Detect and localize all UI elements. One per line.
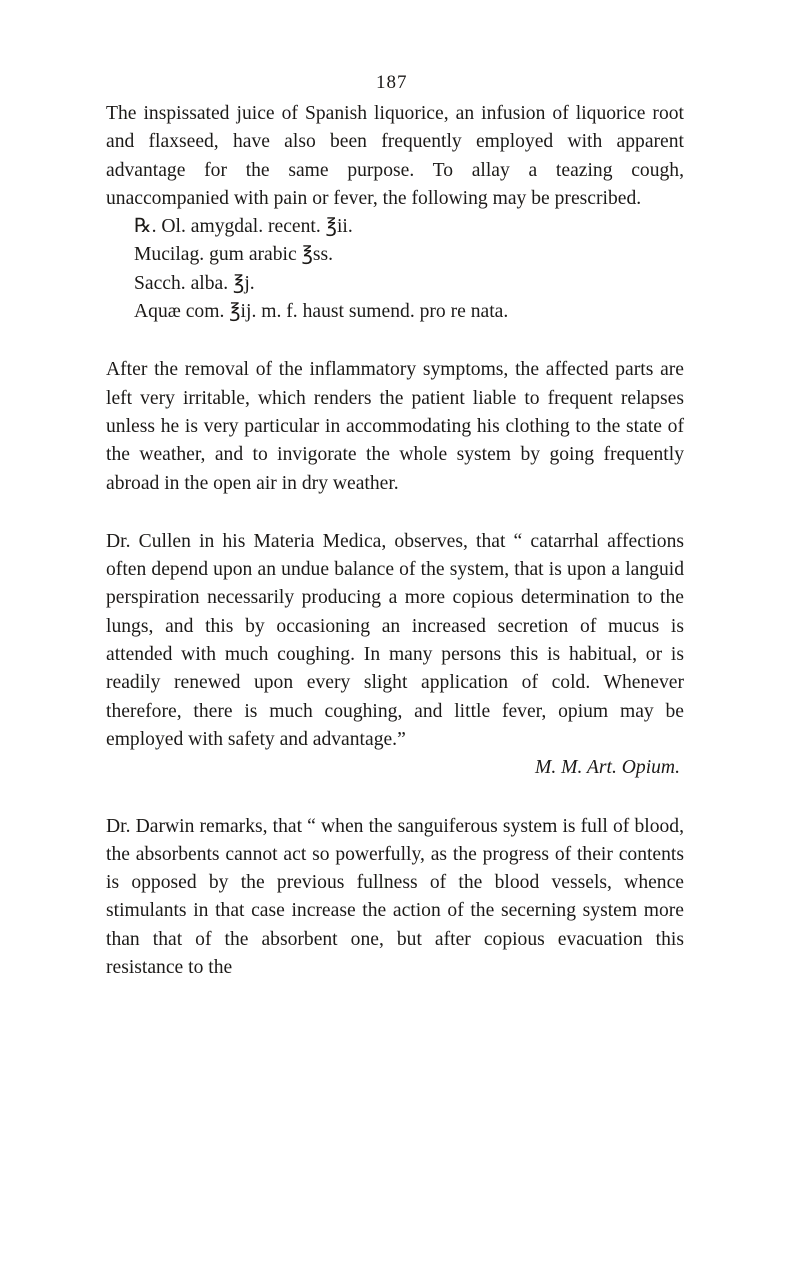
paragraph-liquorice: The inspissated juice of Spanish liquorice, an infusion of liquorice root and flaxseed, have also been frequently employed with apparent advantage for the same purpose. To allay a teazing cough, unaccompanied with pain or fever, the following may be prescribed. <box>106 103 684 209</box>
prescription <box>106 213 684 326</box>
paragraph-cullen-quote: Dr. Cullen in his Materia Medica, observes, that “ catarrhal affections often depend upon an undue balance of the system, that is upon a languid perspiration necessarily producing a more copious determination to the lungs, and this by occasioning an increased secretion of mucus is attended with much coughing. In many persons this is habitual, or is readily renewed upon every slight application of cold. Whenever therefore, there is much coughing, and little fever, opium may be employed with safety and advantage.” <box>106 530 684 750</box>
prescription-line-2: Mucilag. gum arabic ℥ss. <box>134 244 334 266</box>
prescription-line-3: Sacch. alba. ℥j. <box>134 272 255 294</box>
page-body <box>106 100 684 982</box>
page-number: 187 <box>376 72 408 93</box>
paragraph-relapses: After the removal of the inflammatory symptoms, the affected parts are left very irritable, which renders the patient liable to frequent relapses unless he is very particular in accommodating his clothing to the state of the weather, and to invigorate the whole system by going frequently abroad in the open air in dry weather. <box>106 359 684 494</box>
cullen-citation: M. M. Art. Opium. <box>535 757 680 779</box>
prescription-line-1: ℞. Ol. amygdal. recent. ℥ii. <box>134 216 353 238</box>
paragraph-darwin-quote: Dr. Darwin remarks, that “ when the sanguiferous system is full of blood, the absorbents cannot act so powerfully, as the progress of their contents is opposed by the previous fullness of the blood vessels, whence stimulants in that case increase the action of the secerning system more than that of the absorbent one, but after copious evacuation this resistance to the <box>106 815 684 979</box>
prescription-line-4: Aquæ com. ℥ij. m. f. haust sumend. pro re nata. <box>134 301 509 323</box>
